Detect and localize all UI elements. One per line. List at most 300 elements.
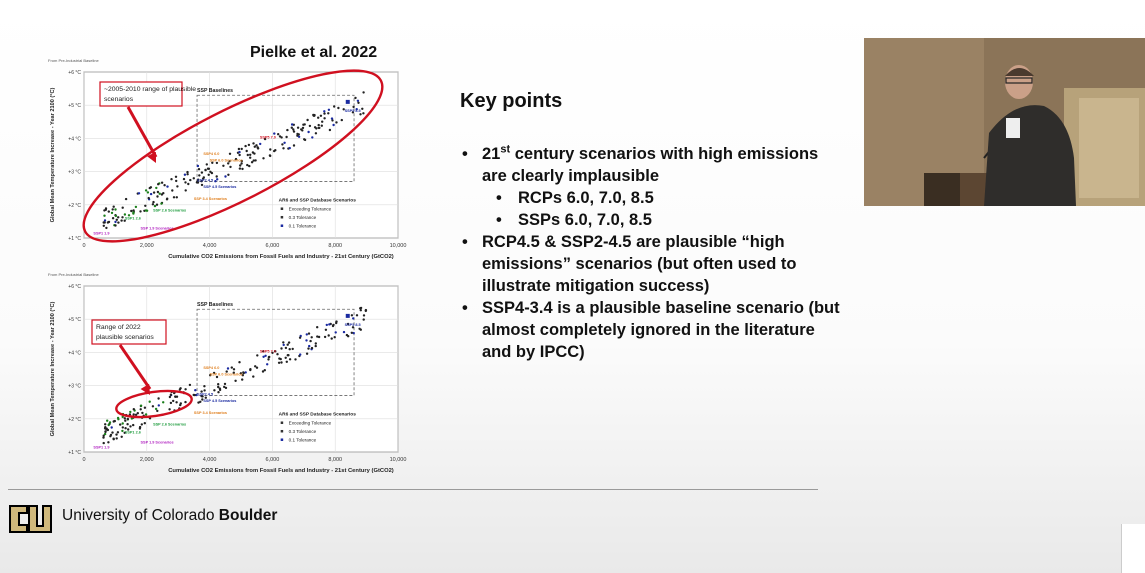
data-point xyxy=(249,157,251,159)
data-point xyxy=(277,133,279,135)
y-tick-label: +4 °C xyxy=(68,350,81,357)
data-point xyxy=(198,168,200,170)
data-point xyxy=(175,176,177,178)
data-point xyxy=(162,401,164,403)
data-point xyxy=(315,132,317,134)
data-point xyxy=(331,117,333,119)
data-point xyxy=(108,424,110,426)
data-point xyxy=(315,345,317,347)
data-point xyxy=(141,423,143,425)
data-point xyxy=(306,333,308,335)
x-tick-label: 10,000 xyxy=(389,457,407,463)
data-point xyxy=(241,378,243,380)
data-point xyxy=(351,314,353,316)
y-tick-label: +5 °C xyxy=(68,317,81,324)
data-point xyxy=(238,361,240,363)
data-point xyxy=(323,110,325,112)
data-point xyxy=(227,174,229,176)
scenario-label: SSP1 1.9 xyxy=(93,445,110,450)
data-point xyxy=(231,366,233,368)
data-point xyxy=(257,147,259,149)
data-point xyxy=(171,189,173,191)
scatter-chart-1 xyxy=(48,41,406,272)
x-tick-label: 10,000 xyxy=(389,243,407,249)
data-point xyxy=(316,335,318,337)
data-point xyxy=(208,174,210,176)
data-point xyxy=(111,426,113,428)
data-point xyxy=(293,144,295,146)
data-point xyxy=(217,391,219,393)
y-axis-label: Global Mean Temperature Increase - Year 2100 (°C) xyxy=(50,87,56,223)
data-point xyxy=(117,216,119,218)
data-point xyxy=(224,383,226,385)
data-point xyxy=(189,384,191,386)
data-point xyxy=(104,430,106,432)
data-point xyxy=(286,361,288,363)
data-point xyxy=(247,154,249,156)
data-point xyxy=(211,172,213,174)
data-point xyxy=(152,405,154,407)
legend-marker xyxy=(281,430,284,433)
data-point xyxy=(112,438,114,440)
data-point xyxy=(337,107,339,109)
data-point xyxy=(185,189,187,191)
legend-title: AR6 and SSP Database Scenarios xyxy=(278,412,356,418)
data-point xyxy=(298,136,300,138)
data-point xyxy=(145,209,147,211)
data-point xyxy=(289,147,291,149)
data-point xyxy=(194,389,196,391)
legend-entry: 0.3 Tolerance xyxy=(288,428,317,434)
data-point xyxy=(152,201,154,203)
data-point xyxy=(363,314,365,316)
data-point xyxy=(280,358,282,360)
data-point xyxy=(184,174,186,176)
data-point xyxy=(105,227,107,229)
data-point xyxy=(115,433,117,435)
data-point xyxy=(204,169,206,171)
sub-bullet-rcps: • RCPs 6.0, 7.0, 8.5 xyxy=(482,187,840,209)
data-point xyxy=(175,401,177,403)
x-tick-label: 2,000 xyxy=(139,457,154,463)
scenario-label: SSP 3.4 Scenarios xyxy=(193,410,227,415)
x-axis-label: Cumulative CO2 Emissions from Fossil Fuels and Industry - 21st Century (GtCO2) xyxy=(168,254,394,260)
data-point xyxy=(291,123,293,125)
data-point xyxy=(321,121,323,123)
data-point xyxy=(135,206,137,208)
data-point xyxy=(148,197,150,199)
data-point xyxy=(318,124,320,126)
data-point xyxy=(122,207,124,209)
data-point xyxy=(354,97,356,99)
data-point xyxy=(308,345,310,347)
data-point xyxy=(114,208,116,210)
data-point xyxy=(259,143,261,145)
data-point xyxy=(172,400,174,402)
corner-note: From Pre-Industrial Baseline xyxy=(48,272,99,277)
y-tick-label: +6 °C xyxy=(68,284,81,290)
data-point xyxy=(308,332,310,334)
data-point xyxy=(360,309,362,311)
data-point xyxy=(108,210,110,212)
data-point xyxy=(163,184,165,186)
data-point xyxy=(217,383,219,385)
data-point xyxy=(111,212,113,214)
legend-marker xyxy=(281,421,284,424)
data-point xyxy=(103,215,105,217)
data-point xyxy=(299,337,301,339)
callout-line-2: plausible scenarios xyxy=(96,334,154,341)
data-point xyxy=(262,356,264,358)
data-point xyxy=(285,357,287,359)
data-point xyxy=(297,127,299,129)
data-point xyxy=(238,148,240,150)
data-point xyxy=(104,423,106,425)
data-point xyxy=(152,203,154,205)
data-point xyxy=(288,341,290,343)
data-point xyxy=(121,430,123,432)
data-point xyxy=(307,347,309,349)
data-point xyxy=(112,217,114,219)
data-point xyxy=(243,372,245,374)
data-point xyxy=(145,189,147,191)
data-point xyxy=(269,148,271,150)
data-point xyxy=(282,341,284,343)
citation-title: Pielke et al. 2022 xyxy=(250,44,378,61)
scenario-label: SSP 4.5 Scenarios xyxy=(203,185,237,190)
data-point xyxy=(141,412,143,414)
data-point xyxy=(155,408,157,410)
data-point xyxy=(166,198,168,200)
data-point xyxy=(267,358,269,360)
scatter-chart-2 xyxy=(48,272,406,474)
data-point xyxy=(347,335,349,337)
y-tick-label: +3 °C xyxy=(68,169,81,176)
data-point xyxy=(119,423,121,425)
data-point xyxy=(283,142,285,144)
data-point xyxy=(323,117,325,119)
y-tick-label: +6 °C xyxy=(68,70,81,76)
data-point xyxy=(335,331,337,333)
data-point xyxy=(306,119,308,121)
bullet-1-text: century scenarios with high emissions are clearly implausible xyxy=(482,145,819,185)
data-point xyxy=(282,147,284,149)
data-point xyxy=(234,380,236,382)
callout-line-1: ~2005-2010 range of plausible xyxy=(104,86,197,93)
data-point xyxy=(300,128,302,130)
data-point xyxy=(176,396,178,398)
data-point xyxy=(120,219,122,221)
data-point xyxy=(104,219,106,221)
data-point xyxy=(328,323,330,325)
data-point xyxy=(160,202,162,204)
data-point xyxy=(252,375,254,377)
x-tick-label: 6,000 xyxy=(265,243,280,249)
data-point xyxy=(287,344,289,346)
data-point xyxy=(106,420,108,422)
data-point xyxy=(139,210,141,212)
speaker-video xyxy=(864,38,1145,206)
data-point xyxy=(193,177,195,179)
data-point xyxy=(352,317,354,319)
data-point xyxy=(170,394,172,396)
y-tick-label: +5 °C xyxy=(68,103,81,110)
data-point xyxy=(329,129,331,131)
scenario-label: SSP 1.9 Scenarios xyxy=(140,226,174,231)
data-point xyxy=(315,342,317,344)
data-point xyxy=(147,191,149,193)
data-point xyxy=(137,412,139,414)
data-point xyxy=(292,348,294,350)
data-point xyxy=(197,401,199,403)
data-point xyxy=(107,429,109,431)
legend-marker xyxy=(281,207,284,210)
data-point xyxy=(244,145,246,147)
data-point xyxy=(304,123,306,125)
bullet-1-sup: st xyxy=(500,143,511,156)
data-point xyxy=(335,320,337,322)
corner-logo xyxy=(1121,524,1145,573)
x-tick-label: 0 xyxy=(82,457,86,463)
data-point xyxy=(150,186,152,188)
data-point xyxy=(153,191,155,193)
university-bold: Boulder xyxy=(218,507,278,524)
scenario-label: SSP 6.0 Scenarios xyxy=(209,158,243,163)
data-point xyxy=(325,329,327,331)
data-point xyxy=(292,128,294,130)
y-tick-label: +1 °C xyxy=(68,236,81,242)
data-point xyxy=(233,368,235,370)
x-axis-label: Cumulative CO2 Emissions from Fossil Fuels and Industry - 21st Century (GtCO2) xyxy=(168,468,394,474)
data-point xyxy=(326,324,328,326)
data-point xyxy=(124,417,126,419)
data-point xyxy=(316,326,318,328)
data-point xyxy=(116,219,118,221)
data-point xyxy=(168,408,170,410)
data-point xyxy=(184,181,186,183)
data-point xyxy=(114,221,116,223)
data-point xyxy=(187,183,189,185)
data-point xyxy=(108,221,110,223)
data-point xyxy=(241,148,243,150)
footer-divider xyxy=(8,489,818,490)
y-tick-label: +4 °C xyxy=(68,136,81,143)
data-point xyxy=(207,168,209,170)
data-point xyxy=(107,441,109,443)
scenario-label: SSP4 6.0 xyxy=(203,366,220,370)
data-point xyxy=(249,368,251,370)
data-point xyxy=(225,387,227,389)
data-point xyxy=(266,363,268,365)
data-point xyxy=(360,307,362,309)
data-point xyxy=(186,173,188,175)
data-point xyxy=(129,425,131,427)
data-point xyxy=(170,178,172,180)
data-point xyxy=(117,417,119,419)
data-point xyxy=(328,334,330,336)
data-point xyxy=(299,353,301,355)
y-tick-label: +1 °C xyxy=(68,450,81,456)
data-point xyxy=(156,410,158,412)
data-point xyxy=(159,193,161,195)
scenario-label: SSP5 7.0 xyxy=(259,135,276,140)
data-point xyxy=(122,426,124,428)
data-point xyxy=(133,413,135,415)
data-point xyxy=(113,420,115,422)
data-point xyxy=(359,113,361,115)
data-point xyxy=(341,119,343,121)
data-point xyxy=(239,164,241,166)
data-point xyxy=(285,136,287,138)
data-point xyxy=(256,354,258,356)
data-point xyxy=(351,332,353,334)
legend-marker xyxy=(281,216,284,219)
data-point xyxy=(166,185,168,187)
legend-title: AR6 and SSP Database Scenarios xyxy=(278,198,356,204)
data-point xyxy=(203,385,205,387)
data-point xyxy=(352,106,354,108)
data-point xyxy=(189,179,191,181)
data-point xyxy=(158,404,160,406)
ssp585-marker xyxy=(346,314,350,318)
scenario-label: SSP 3.4 Scenarios xyxy=(193,196,227,201)
data-point xyxy=(305,339,307,341)
data-point xyxy=(323,112,325,114)
data-point xyxy=(317,117,319,119)
data-point xyxy=(216,175,218,177)
y-tick-label: +2 °C xyxy=(68,416,81,423)
data-point xyxy=(157,183,159,185)
scenario-label: SSP 6.0 Scenarios xyxy=(209,372,243,377)
data-point xyxy=(173,196,175,198)
data-point xyxy=(112,208,114,210)
data-point xyxy=(315,127,317,129)
sub-bullet-ssps: • SSPs 6.0, 7.0, 8.5 xyxy=(482,209,840,231)
corner-note: From Pre-Industrial Baseline xyxy=(48,58,99,63)
university-name xyxy=(62,507,277,525)
data-point xyxy=(157,191,159,193)
y-axis-label: Global Mean Temperature Increase - Year 2100 (°C) xyxy=(50,301,56,437)
data-point xyxy=(222,165,224,167)
ssp-baselines-label: SSP Baselines xyxy=(197,302,233,309)
data-point xyxy=(176,196,178,198)
x-tick-label: 2,000 xyxy=(139,243,154,249)
data-point xyxy=(229,166,231,168)
university-prefix: University of Colorado xyxy=(62,507,219,524)
data-point xyxy=(289,358,291,360)
x-tick-label: 4,000 xyxy=(202,243,217,249)
data-point xyxy=(334,336,336,338)
data-point xyxy=(280,136,282,138)
data-point xyxy=(262,157,264,159)
data-point xyxy=(343,331,345,333)
data-point xyxy=(198,174,200,176)
data-point xyxy=(309,340,311,342)
scenario-label: SSP1 1.9 xyxy=(93,231,110,236)
data-point xyxy=(361,108,363,110)
data-point xyxy=(156,204,158,206)
bullet-2: • RCP4.5 & SSP2-4.5 are plausible “high emissions” scenarios (but often used to illustrate mitigation success) xyxy=(460,231,840,297)
data-point xyxy=(140,408,142,410)
data-point xyxy=(320,115,322,117)
data-point xyxy=(327,112,329,114)
data-point xyxy=(311,336,313,338)
data-point xyxy=(286,129,288,131)
data-point xyxy=(104,433,106,435)
legend-entry: 0.3 Tolerance xyxy=(288,214,317,220)
scenario-label: SSP4 6.0 xyxy=(203,152,220,156)
data-point xyxy=(252,142,254,144)
x-tick-label: 6,000 xyxy=(265,457,280,463)
data-point xyxy=(184,401,186,403)
data-point xyxy=(276,353,278,355)
data-point xyxy=(283,344,285,346)
data-point xyxy=(246,164,248,166)
data-point xyxy=(132,211,134,213)
data-point xyxy=(332,325,334,327)
data-point xyxy=(357,102,359,104)
data-point xyxy=(269,154,271,156)
data-point xyxy=(213,389,215,391)
ssp585-marker xyxy=(346,100,350,104)
data-point xyxy=(154,205,156,207)
x-tick-label: 8,000 xyxy=(328,243,343,249)
data-point xyxy=(103,442,105,444)
data-point xyxy=(149,401,151,403)
data-point xyxy=(184,388,186,390)
scenario-label: SSP5 8.5 xyxy=(344,108,361,113)
data-point xyxy=(155,187,157,189)
data-point xyxy=(122,422,124,424)
bullet-1-sublist xyxy=(482,187,840,231)
data-point xyxy=(358,328,360,330)
data-point xyxy=(363,318,365,320)
data-point xyxy=(311,347,313,349)
y-tick-label: +2 °C xyxy=(68,202,81,209)
legend-entry: 0.1 Tolerance xyxy=(288,437,317,443)
data-point xyxy=(309,125,311,127)
data-point xyxy=(307,131,309,133)
data-point xyxy=(280,361,282,363)
data-point xyxy=(285,347,287,349)
data-point xyxy=(111,431,113,433)
data-point xyxy=(318,127,320,129)
bullet-1-pre: 21 xyxy=(482,145,501,163)
data-point xyxy=(321,125,323,127)
keypoints-title: Key points xyxy=(460,90,563,112)
data-point xyxy=(281,143,283,145)
scenario-label: SSP5 7.0 xyxy=(259,349,276,354)
data-point xyxy=(150,193,152,195)
data-point xyxy=(298,133,300,135)
data-point xyxy=(268,356,270,358)
data-point xyxy=(229,153,231,155)
data-point xyxy=(127,418,129,420)
data-point xyxy=(144,407,146,409)
keypoints-list xyxy=(460,143,840,363)
data-point xyxy=(186,171,188,173)
legend-entry: Exceeding Tolerance xyxy=(288,420,332,426)
data-point xyxy=(294,358,296,360)
data-point xyxy=(238,151,240,153)
data-point xyxy=(214,180,216,182)
cu-logo xyxy=(7,500,53,538)
data-point xyxy=(162,192,164,194)
data-point xyxy=(252,151,254,153)
x-tick-label: 0 xyxy=(82,243,86,249)
data-point xyxy=(356,314,358,316)
data-point xyxy=(156,195,158,197)
